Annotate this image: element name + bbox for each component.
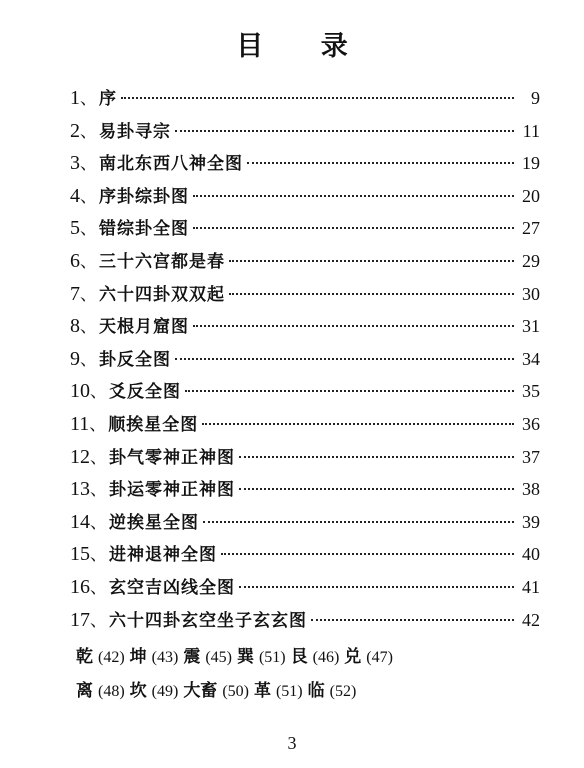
dot-leader — [239, 586, 514, 588]
toc-entry-separator: 、 — [90, 610, 107, 631]
toc-entry-title: 玄空吉凶线全图 — [109, 577, 235, 598]
toc-entry-page: 39 — [522, 511, 540, 532]
toc-entry[interactable] — [70, 508, 540, 541]
toc-entry-number: 6 — [70, 249, 80, 272]
toc-entry-title: 卦运零神正神图 — [109, 480, 235, 501]
toc-entry[interactable] — [70, 117, 540, 150]
dot-leader — [239, 456, 514, 458]
toc-entry[interactable] — [70, 214, 540, 247]
hexagram-index-row-2 — [76, 676, 536, 701]
toc-entry-number: 5 — [70, 217, 80, 240]
toc-entry-number: 1 — [70, 87, 80, 109]
toc-entry[interactable] — [70, 345, 540, 378]
toc-entry-page: 36 — [522, 413, 540, 434]
hexagram-name: 震 — [183, 647, 201, 667]
toc-entry[interactable] — [70, 573, 540, 606]
toc-entry-title: 错综卦全图 — [99, 219, 189, 240]
dot-leader — [202, 423, 514, 425]
toc-entry[interactable] — [70, 149, 540, 182]
page-title: 目 录 — [236, 31, 372, 62]
dot-leader — [175, 358, 514, 360]
toc-entry-page: 9 — [531, 88, 540, 108]
hexagram-name: 艮 — [290, 647, 308, 667]
toc-entry-number: 11 — [70, 412, 90, 435]
hexagram-page: (45) — [205, 649, 232, 666]
toc-entry-page: 19 — [522, 153, 540, 174]
toc-entry-title: 爻反全图 — [109, 382, 181, 403]
toc-entry-page: 37 — [522, 446, 540, 467]
toc-entry-number: 15 — [70, 543, 90, 566]
toc-entry-page: 38 — [522, 479, 540, 500]
toc-entry-page: 27 — [522, 218, 540, 239]
toc-entry-title: 天根月窟图 — [99, 317, 189, 338]
toc-entry-title: 三十六宫都是春 — [99, 251, 225, 272]
hexagram-name: 乾 — [76, 647, 93, 667]
hexagram-page: (52) — [329, 683, 357, 700]
toc-entry-page: 41 — [522, 576, 540, 597]
toc-entry[interactable] — [70, 540, 540, 573]
hexagram-name: 革 — [253, 681, 271, 701]
dot-leader — [311, 619, 514, 621]
toc-entry-number: 13 — [70, 478, 90, 501]
hexagram-page: (42) — [98, 649, 125, 666]
toc-entry-separator: 、 — [90, 447, 107, 468]
dot-leader — [193, 227, 514, 229]
toc-entry-separator: 、 — [80, 219, 97, 240]
toc-entry-page: 11 — [522, 120, 540, 141]
dot-leader — [203, 521, 514, 523]
dot-leader — [239, 488, 514, 490]
toc-entry[interactable] — [70, 377, 540, 410]
toc-entry-number: 7 — [70, 282, 80, 305]
toc-entry-page: 40 — [522, 544, 540, 565]
toc-entry-separator: 、 — [80, 186, 97, 207]
toc-entry-number: 12 — [70, 445, 90, 468]
hexagram-page: (51) — [258, 649, 286, 666]
toc-entry-title: 南北东西八神全图 — [99, 154, 243, 175]
toc-entry-separator: 、 — [90, 545, 107, 566]
toc-entry-title: 序卦综卦图 — [99, 186, 189, 207]
toc-entry-title: 进神退神全图 — [109, 545, 217, 566]
toc-entry-separator: 、 — [90, 512, 107, 533]
toc-entry-number: 9 — [70, 347, 80, 370]
dot-leader — [221, 553, 514, 555]
toc-entry-separator: 、 — [80, 251, 97, 272]
toc-entry-page: 35 — [522, 381, 540, 402]
toc-entry-page: 30 — [522, 283, 540, 304]
toc-entry-title: 易卦寻宗 — [99, 121, 171, 142]
dot-leader — [193, 195, 514, 197]
toc-entry-title: 逆挨星全图 — [109, 512, 199, 533]
hexagram-name: 兑 — [344, 647, 362, 667]
toc-entry-number: 8 — [70, 315, 80, 338]
toc-entry-separator: 、 — [80, 349, 97, 370]
toc-entry-separator: 、 — [80, 284, 97, 305]
toc-entry-page: 31 — [522, 316, 540, 337]
hexagram-name: 临 — [307, 681, 325, 701]
toc-entry[interactable] — [70, 84, 540, 117]
toc-entry-separator: 、 — [80, 121, 97, 142]
toc-entry-separator: 、 — [80, 89, 97, 109]
toc-entry-separator: 、 — [80, 317, 97, 338]
hexagram-page: (43) — [151, 649, 179, 666]
hexagram-page: (47) — [366, 649, 393, 666]
toc-entry[interactable] — [70, 247, 540, 280]
hexagram-name: 离 — [76, 681, 93, 701]
toc-entry[interactable] — [70, 182, 540, 215]
dot-leader — [121, 97, 514, 99]
toc-entry[interactable] — [70, 280, 540, 313]
toc-entry-title: 六十四卦双双起 — [99, 284, 225, 305]
dot-leader — [185, 390, 514, 392]
hexagram-name: 巽 — [236, 647, 254, 667]
dot-leader — [229, 293, 514, 295]
toc-entry-title: 卦反全图 — [99, 349, 171, 370]
toc-entry-separator: 、 — [89, 414, 107, 435]
toc-entry-number: 3 — [70, 152, 80, 175]
toc-entry-title: 六十四卦玄空坐子玄玄图 — [109, 610, 307, 631]
hexagram-index-row-1 — [76, 642, 536, 667]
toc-entry-number: 4 — [70, 184, 80, 207]
toc-entry-title: 序 — [99, 89, 117, 109]
dot-leader — [175, 130, 514, 132]
dot-leader — [229, 260, 514, 262]
toc-entry[interactable] — [70, 443, 540, 476]
toc-entry-page: 29 — [522, 250, 540, 271]
hexagram-page: (48) — [98, 683, 125, 700]
toc-entry-title: 卦气零神正神图 — [109, 447, 235, 468]
page-number: 3 — [287, 733, 297, 753]
toc-entry-page: 20 — [522, 185, 540, 206]
toc-entry-number: 2 — [70, 119, 80, 142]
toc-entry-number: 14 — [70, 510, 90, 533]
toc-entry-number: 17 — [70, 608, 90, 631]
toc-entry-page: 42 — [522, 609, 540, 630]
hexagram-name: 坎 — [129, 681, 147, 701]
toc-entry-separator: 、 — [90, 480, 107, 501]
toc-entry[interactable] — [70, 312, 540, 345]
dot-leader — [247, 162, 514, 164]
toc-entry-title: 顺挨星全图 — [108, 414, 199, 435]
toc-entry[interactable] — [70, 475, 540, 508]
toc-entry-separator: 、 — [90, 577, 107, 598]
hexagram-name: 大畜 — [183, 681, 218, 701]
toc-entry-number: 10 — [70, 380, 90, 403]
toc-entry[interactable] — [70, 410, 540, 443]
hexagram-name: 坤 — [129, 647, 147, 667]
dot-leader — [193, 325, 514, 327]
hexagram-page: (46) — [312, 649, 340, 666]
hexagram-page: (50) — [222, 683, 249, 700]
toc-entry-separator: 、 — [80, 154, 97, 175]
table-of-contents — [70, 84, 540, 638]
toc-entry-number: 16 — [70, 575, 90, 598]
hexagram-page: (51) — [275, 683, 303, 700]
toc-entry[interactable] — [70, 606, 540, 639]
hexagram-page: (49) — [151, 683, 179, 700]
toc-entry-page: 34 — [522, 348, 540, 369]
toc-entry-separator: 、 — [90, 382, 107, 403]
